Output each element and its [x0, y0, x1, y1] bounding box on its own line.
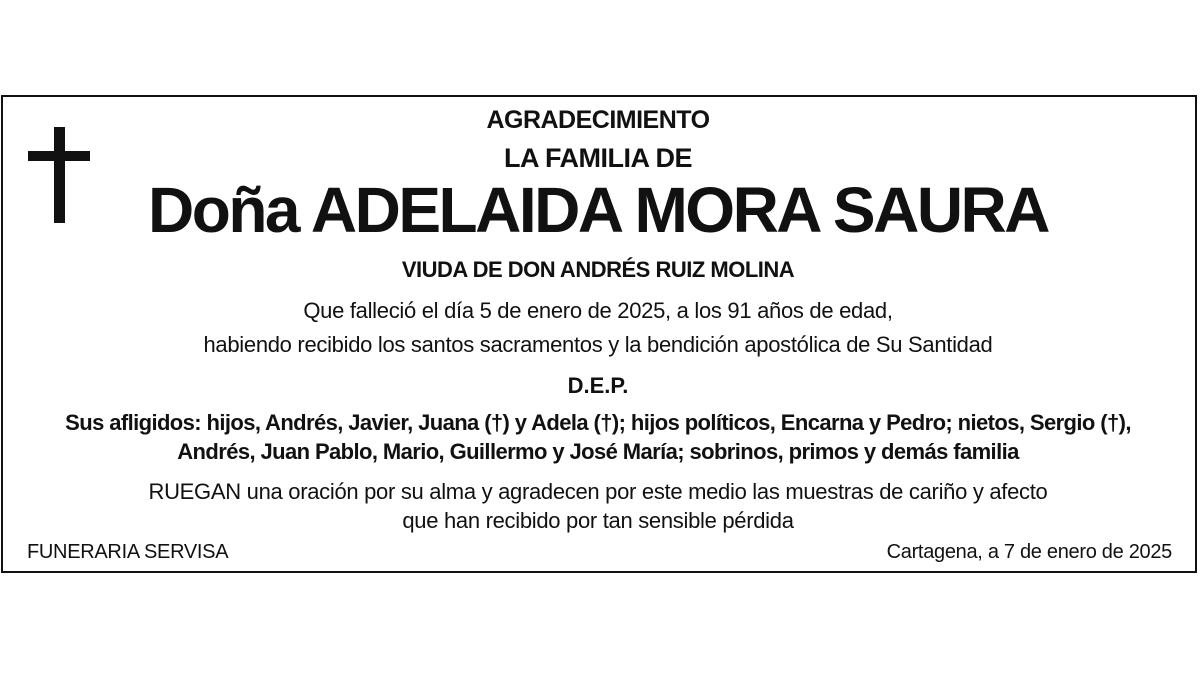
mourners-line-2: Andrés, Juan Pablo, Mario, Guillermo y José María; sobrinos, primos y demás familia — [177, 439, 1019, 464]
death-info-line-1: Que falleció el día 5 de enero de 2025, a los 91 años de edad, — [303, 298, 893, 323]
place-and-date: Cartagena, a 7 de enero de 2025 — [886, 541, 1172, 563]
death-info-line-2: habiendo recibido los santos sacramentos y la bendición apostólica de Su Santidad — [203, 332, 993, 357]
dep-line: D.E.P. — [567, 373, 629, 398]
mourners-line-1: Sus afligidos: hijos, Andrés, Javier, Juana (†) y Adela (†); hijos políticos, Encarna y Pedro; nietos, Sergio (†), — [65, 410, 1131, 435]
widow-line: VIUDA DE DON ANDRÉS RUIZ MOLINA — [401, 257, 795, 282]
request-line-2: que han recibido por tan sensible pérdida — [402, 508, 794, 533]
deceased-name: Doña ADELAIDA MORA SAURA — [148, 174, 1048, 246]
funeral-home-name: FUNERARIA SERVISA — [27, 541, 229, 563]
notice-heading: AGRADECIMIENTO — [486, 106, 710, 134]
family-line: LA FAMILIA DE — [504, 143, 692, 173]
request-line-1: RUEGAN una oración por su alma y agradecen por este medio las muestras de cariño y afecto — [148, 479, 1048, 504]
